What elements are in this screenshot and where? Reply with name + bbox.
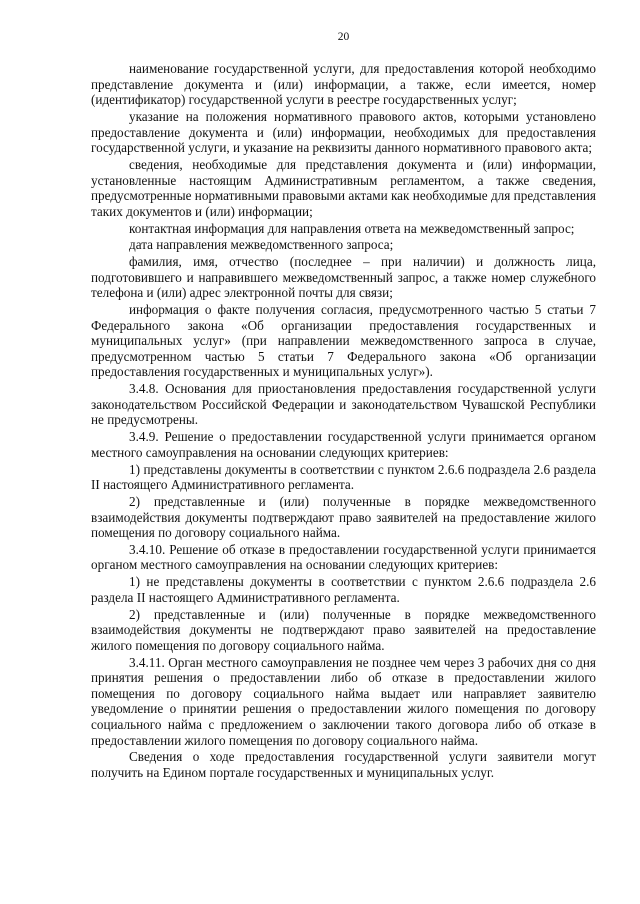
- paragraph-legal-acts: указание на положения нормативного правового актов, которыми установлено предоставление документа и (или) информации, необходимых для предоставления государственной услуги, и указание на реквизиты данного нормативного правового акта;: [91, 108, 596, 156]
- paragraph-3-4-10-item-2: 2) представленные и (или) полученные в порядке межведомственного взаимодействия документы не подтверждают право заявителей на предоставление жилого помещения по договору социального найма.: [91, 606, 596, 653]
- paragraph-required-info: сведения, необходимые для представления документа и (или) информации, установленные настоящим Административным регламентом, а также сведения, предусмотренные нормативными правовыми актами как необходимые для представления таких документов и (или) информации;: [91, 156, 596, 219]
- paragraph-3-4-9-item-2: 2) представленные и (или) полученные в порядке межведомственного взаимодействия документы подтверждают право заявителей на предоставление жилого помещения по договору социального найма.: [91, 493, 596, 541]
- paragraph-3-4-9: 3.4.9. Решение о предоставлении государственной услуги принимается органом местного самоуправления на основании следующих критериев:: [91, 429, 596, 460]
- paragraph-consent-info: информация о факте получения согласия, предусмотренного частью 5 статьи 7 Федерального закона «Об организации предоставления государственных и муниципальных услуг» (при направлении межведомственного запроса в случае, предусмотренном частью 5 статьи 7 Федерального закона «Об организации предоставления государственных и муниципальных услуг»).: [91, 302, 596, 380]
- paragraph-3-4-11: 3.4.11. Орган местного самоуправления не позднее чем через 3 рабочих дня со дня принятия решения о предоставлении либо об отказе в предоставлении жилого помещения по договору социального найма выдает или направляет заявителю уведомление о принятии решения о предоставлении жилого помещения по договору социального найма с предложением о заключении такого договора либо об отказе в предоставлении жилого помещения по договору социального найма.: [91, 654, 596, 748]
- document-body: [91, 61, 596, 782]
- paragraph-3-4-8: 3.4.8. Основания для приостановления предоставления государственной услуги законодательством Российской Федерации и законодательством Чувашской Республики не предусмотрены.: [91, 381, 596, 428]
- paragraph-official-name: фамилия, имя, отчество (последнее – при наличии) и должность лица, подготовившего и направившего межведомственный запрос, а также номер служебного телефона и (или) адрес электронной почты для связи;: [91, 254, 596, 301]
- paragraph-service-name: наименование государственной услуги, для предоставления которой необходимо представление документа и (или) информации, а также, если имеется, номер (идентификатор) государственной услуги в реестре государственных услуг;: [91, 61, 596, 108]
- document-page: [91, 0, 596, 904]
- paragraph-request-date: дата направления межведомственного запроса;: [129, 237, 394, 253]
- paragraph-contact-info: контактная информация для направления ответа на межведомственный запрос;: [129, 220, 575, 236]
- paragraph-3-4-10-item-1: 1) не представлены документы в соответствии с пунктом 2.6.6 подраздела 2.6 раздела II настоящего Административного регламента.: [91, 574, 596, 605]
- paragraph-3-4-10: 3.4.10. Решение об отказе в предоставлении государственной услуги принимается органом местного самоуправления на основании следующих критериев:: [91, 541, 596, 573]
- paragraph-status-info: Сведения о ходе предоставления государственной услуги заявители могут получить на Едином портале государственных и муниципальных услуг.: [91, 749, 596, 780]
- page-number: 20: [337, 31, 350, 43]
- paragraph-3-4-9-item-1: 1) представлены документы в соответствии с пунктом 2.6.6 подраздела 2.6 раздела II настоящего Административного регламента.: [91, 461, 596, 493]
